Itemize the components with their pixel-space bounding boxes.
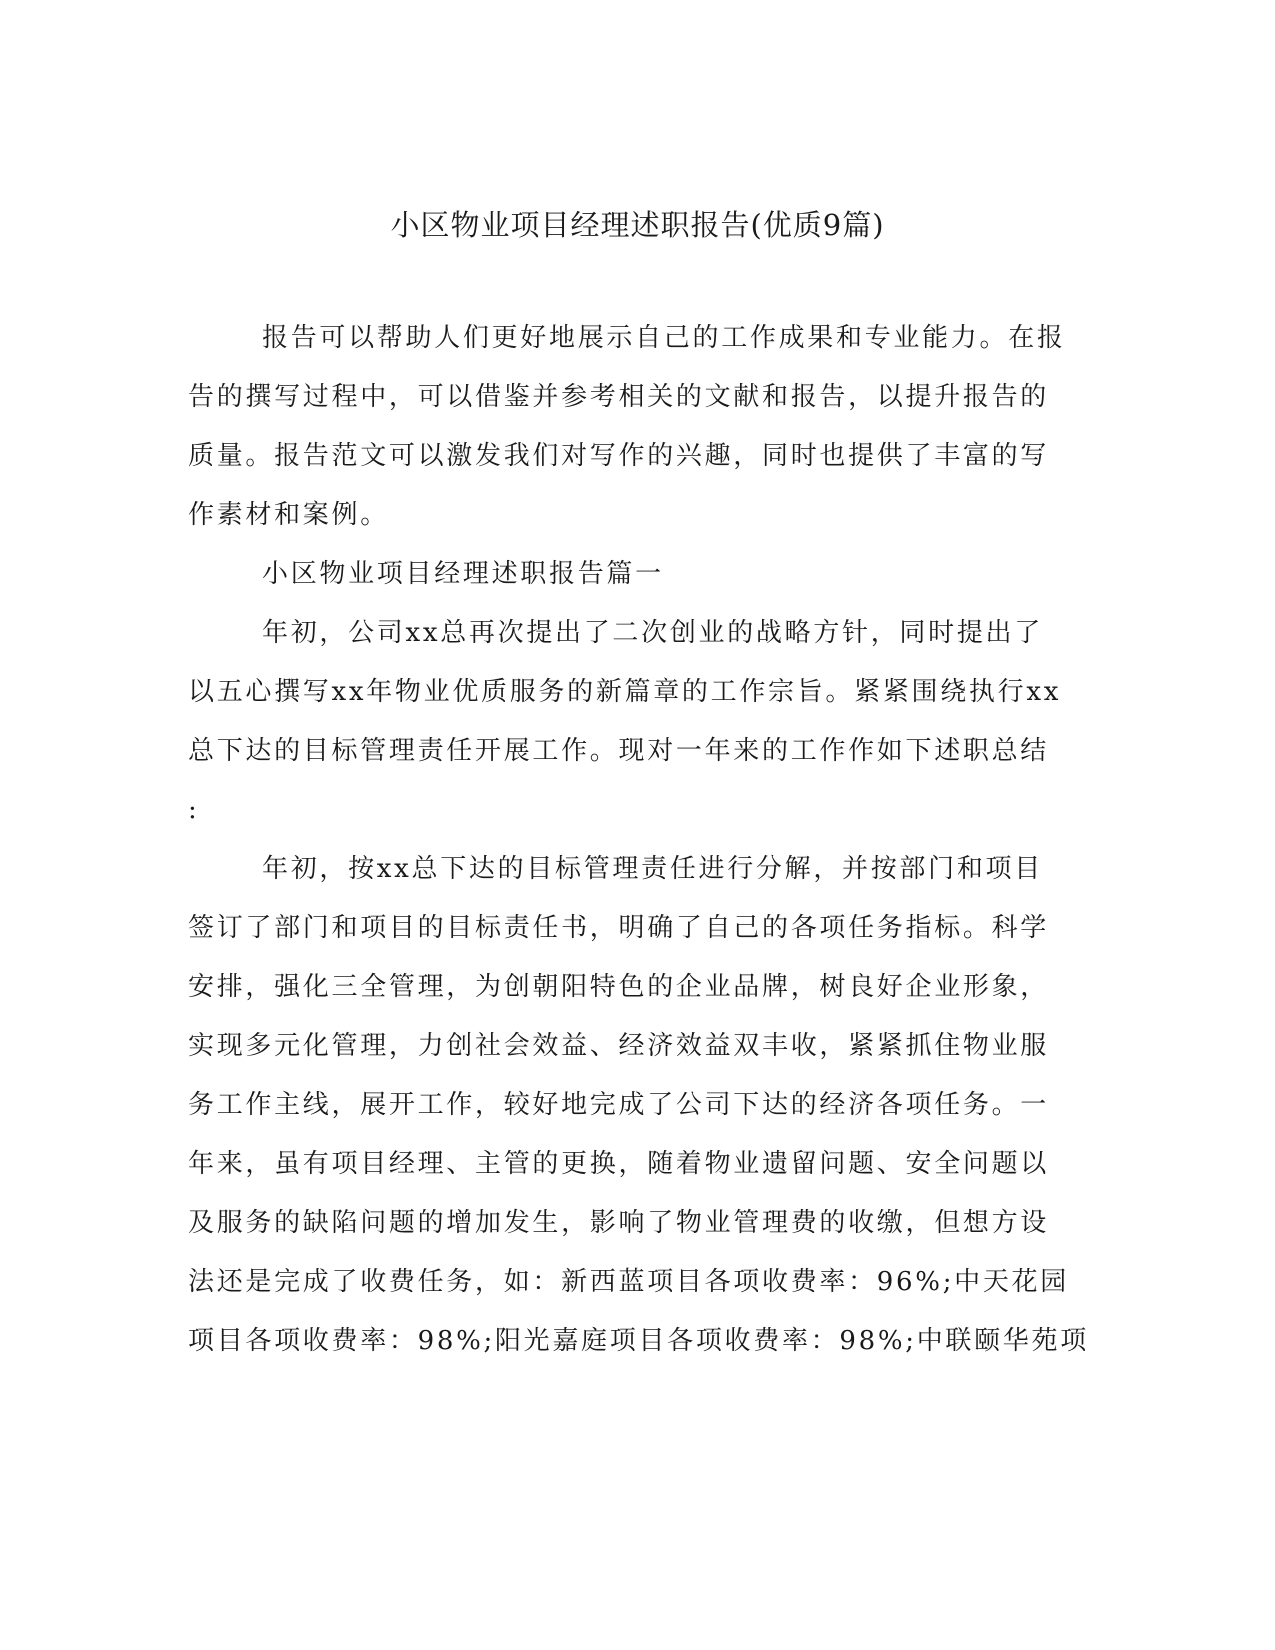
section-heading: 小区物业项目经理述职报告篇一: [262, 559, 664, 589]
paragraph-line: 实现多元化管理，力创社会效益、经济效益双丰收，紧紧抓住物业服: [188, 1031, 1050, 1061]
paragraph-line: 质量。报告范文可以激发我们对写作的兴趣，同时也提供了丰富的写: [188, 441, 1050, 471]
paragraph-line: 报告可以帮助人们更好地展示自己的工作成果和专业能力。在报: [262, 323, 1066, 353]
paragraph-line: 总下达的目标管理责任开展工作。现对一年来的工作作如下述职总结: [188, 736, 1050, 766]
paragraph-line: 作素材和案例。: [188, 500, 389, 530]
paragraph-line: 务工作主线，展开工作，较好地完成了公司下达的经济各项任务。一: [188, 1090, 1050, 1120]
paragraph-line: 以五心撰写xx年物业优质服务的新篇章的工作宗旨。紧紧围绕执行xx: [188, 677, 1062, 707]
paragraph-line: 法还是完成了收费任务，如：新西蓝项目各项收费率：96%;中天花园: [188, 1267, 1069, 1297]
paragraph-line: 及服务的缺陷问题的增加发生，影响了物业管理费的收缴，但想方设: [188, 1208, 1050, 1238]
paragraph-line: 项目各项收费率：98%;阳光嘉庭项目各项收费率：98%;中联颐华苑项: [188, 1326, 1089, 1356]
paragraph-line: 签订了部门和项目的目标责任书，明确了自己的各项任务指标。科学: [188, 913, 1050, 943]
paragraph-line: 年初，公司xx总再次提出了二次创业的战略方针，同时提出了: [262, 618, 1043, 648]
paragraph-line: 安排，强化三全管理，为创朝阳特色的企业品牌，树良好企业形象，: [188, 972, 1050, 1002]
paragraph-line: 告的撰写过程中，可以借鉴并参考相关的文献和报告，以提升报告的: [188, 382, 1050, 412]
paragraph-line: :: [188, 795, 200, 825]
paragraph-line: 年初，按xx总下达的目标管理责任进行分解，并按部门和项目: [262, 854, 1043, 884]
document-title: 小区物业项目经理述职报告(优质9篇): [390, 208, 885, 242]
paragraph-line: 年来，虽有项目经理、主管的更换，随着物业遗留问题、安全问题以: [188, 1149, 1050, 1179]
